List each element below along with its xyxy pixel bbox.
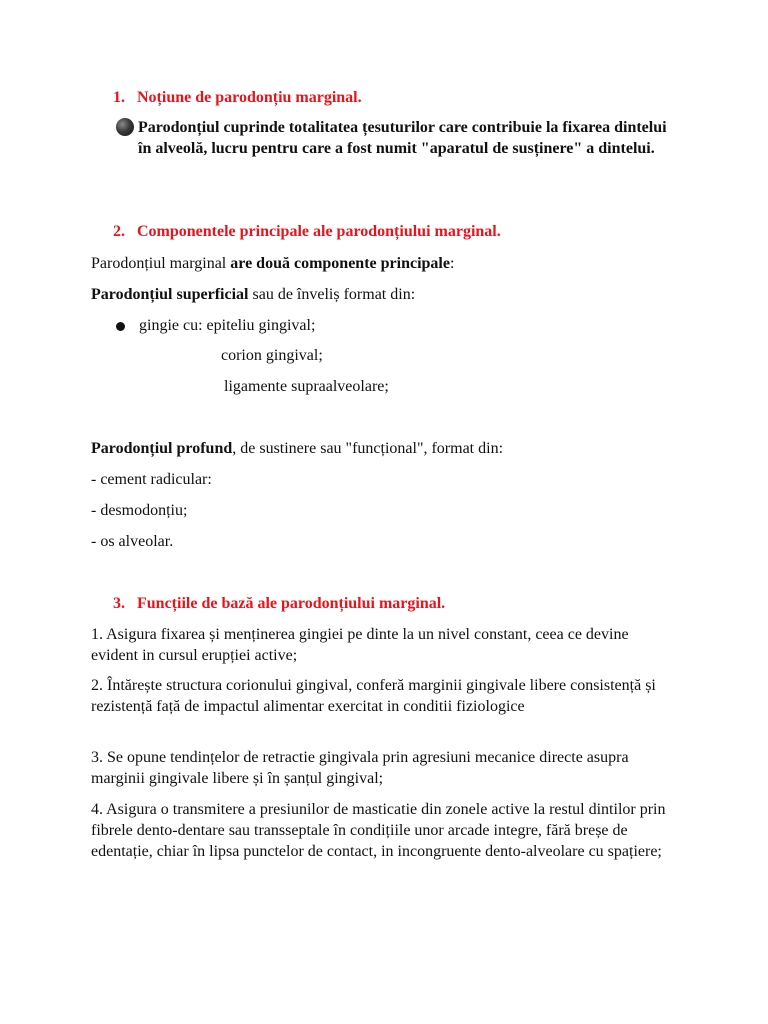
profund-line	[91, 438, 503, 459]
section-1-title: Noțiune de parodonțiu marginal.	[137, 89, 362, 106]
function-item: 4. Asigura o transmitere a presiunilor de masticatie din zonele active la restul dintilor prin fibrele dento-dentare sau transseptale în condițiile unor arcade integre, fără breșe de edentație, chiar în lipsa punctelor de contact, in incongruente dento-alveolare cu spațiere;	[91, 801, 666, 860]
profund-label: Parodonțiul profund	[91, 440, 233, 457]
superficial-label: Parodonțiul superficial	[91, 286, 249, 303]
gingie-item: corion gingival;	[221, 347, 323, 364]
section-3-number: 3.	[113, 595, 125, 612]
gingie-item: ligamente supraalveolare;	[224, 378, 389, 395]
section-3-heading	[113, 593, 445, 614]
section-2-number: 2.	[113, 223, 125, 240]
profund-text: , de sustinere sau "funcțional", format din:	[232, 440, 504, 457]
section-1-definition: Parodonțiul cuprinde totalitatea țesuturilor care contribuie la fixarea dintelui în alveolă, lucru pentru care a fost numit "aparatul de susținere" a dintelui.	[138, 119, 667, 157]
function-item: 2. Întărește structura corionului gingival, conferă marginii gingivale libere consistență și rezistență față de impactul alimentar exercitat in conditii fiziologice	[91, 677, 656, 715]
components-intro-end: :	[449, 255, 455, 272]
superficial-line	[91, 284, 415, 305]
components-intro-plain: Parodonțiul marginal	[91, 255, 231, 272]
profund-item: - desmodonțiu;	[91, 502, 188, 519]
section-1-number: 1.	[113, 89, 125, 106]
function-item: 1. Asigura fixarea și menținerea gingiei pe dinte la un nivel constant, ceea ce devine evident in cursul erupției active;	[91, 626, 629, 664]
gingie-item: gingie cu: epiteliu gingival;	[139, 317, 316, 334]
bullet-circle-icon	[116, 118, 134, 136]
profund-item: - cement radicular:	[91, 471, 212, 488]
section-2-title: Componentele principale ale parodonțiului marginal.	[137, 223, 501, 240]
list-bullet-icon	[116, 322, 125, 331]
function-item: 3. Se opune tendințelor de retractie gingivala prin agresiuni mecanice directe asupra marginii gingivale libere și în șanțul gingival;	[91, 749, 629, 787]
section-1-heading	[113, 87, 362, 108]
profund-item: - os alveolar.	[91, 533, 174, 550]
components-intro-bold: are două componente principale	[230, 255, 450, 272]
superficial-text: sau de înveliș format din:	[248, 286, 416, 303]
section-3-title: Funcțiile de bază ale parodonțiului marginal.	[137, 595, 446, 612]
components-intro	[91, 253, 454, 274]
section-2-heading	[113, 221, 501, 242]
